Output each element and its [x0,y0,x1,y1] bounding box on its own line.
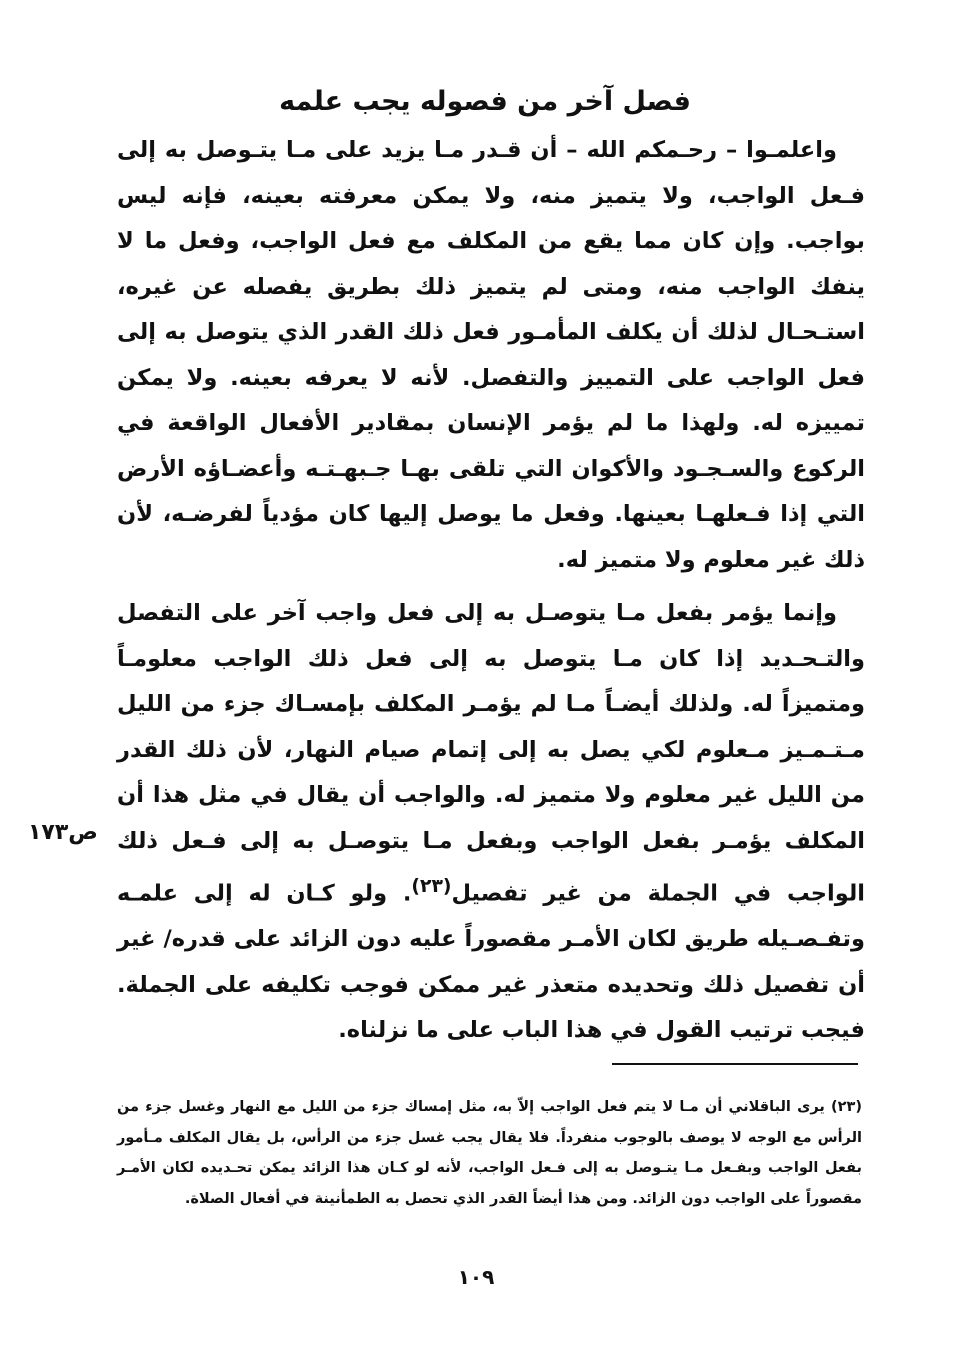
footnotes-section [117,1092,862,1214]
page-number: ١٠٩ [457,1265,495,1289]
margin-page-reference: ص١٧٣ [28,820,98,845]
footnote: (٢٣) يرى الباقلاني أن مـا لا يتم فعل الواجب إلاّ به، مثل إمساك جزء من الليل مع النهار وغسل جزء من الرأس مع الوجه لا يوصف بالوجوب منفرداً. فلا يقال يجب غسل جزء من الرأس، بل يقال المكلف مـأمور بفعل الواجب وبفـعل مـا يتـوصل به إلى فـعل الواجب، لأنه لو كـان هذا الزائد يمكن تحـديده لكان الأمـر مقصوراً على الواجب دون الزائد. ومن هذا أيضاً القدر الذي تحصل به الطمأنينة في أفعال الصلاة. [117,1099,862,1207]
section-title: فصل آخر من فصوله يجب علمه [279,86,691,117]
paragraph: واعلمـوا – رحـمكم الله – أن قـدر مـا يزيد على مـا يتـوصل به إلى فـعل الواجب، ولا يتميز منه، ولا يمكن معرفته بعينه، فإنه ليس بواجب. وإن كان مما يقع من المكلف مع فعل الواجب، وفعل ما لا ينفك الواجب منه، ومتى لم يتميز ذلك بطريق يفصله عن غيره، استـحـال لذلك أن يكلف المأمـور فعل ذلك القدر الذي يتوصل به إلى فعل الواجب على التمييز والتفصل. لأنه لا يعرفه بعينه. ولا يمكن تمييزه له. ولهذا ما لم يؤمر الإنسان بمقادير الأفعال الواقعة في الركوع والسـجـود والأكوان التي تلقى بهـا جـبهـتـه وأعضـاؤه الأرض التي إذا فـعلهـا بعينها. وفعل ما يوصل إليها كان مؤدياً لفرضـه، لأن ذلك غير معلوم ولا متميز له. [117,137,865,573]
paragraph-text: . ولو كـان له إلى علمـه وتفـصـيله طريق لكان الأمـر مقصوراً عليه دون الزائد على قدره/ غير أن تفصيل ذلك وتحديده متعذر غير ممكن فوجب تكليفه على الجملة. فيجب ترتيب القول في هذا الباب على ما نزلناه. [117,880,865,1043]
footnote-reference: (٢٣) [411,876,452,897]
paragraph-text: وإنما يؤمر بفعل مـا يتوصـل به إلى فعل واجب آخر على التفصل والتـحـديد إذا كان مـا يتوصل به إلى فعل ذلك الواجب معلومـاً ومتميزاً له. ولذلك أيضـاً مـا لم يؤمـر المكلف بإمسـاك جزء من الليل مـتـمـيز مـعلوم لكي يصل به إلى إتمام صيام النهار، لأن ذلك القدر من الليل غير معلوم ولا متميز له. والواجب أن يقال في مثل هذا أن المكلف يؤمـر بفعل الواجب وبفعل مـا يتوصـل به إلى فـعل ذلك الواجب في الجملة من غير تفصيل [117,600,865,907]
footnote-separator [612,1063,858,1065]
paragraph [117,591,865,1054]
main-text [117,128,865,1054]
